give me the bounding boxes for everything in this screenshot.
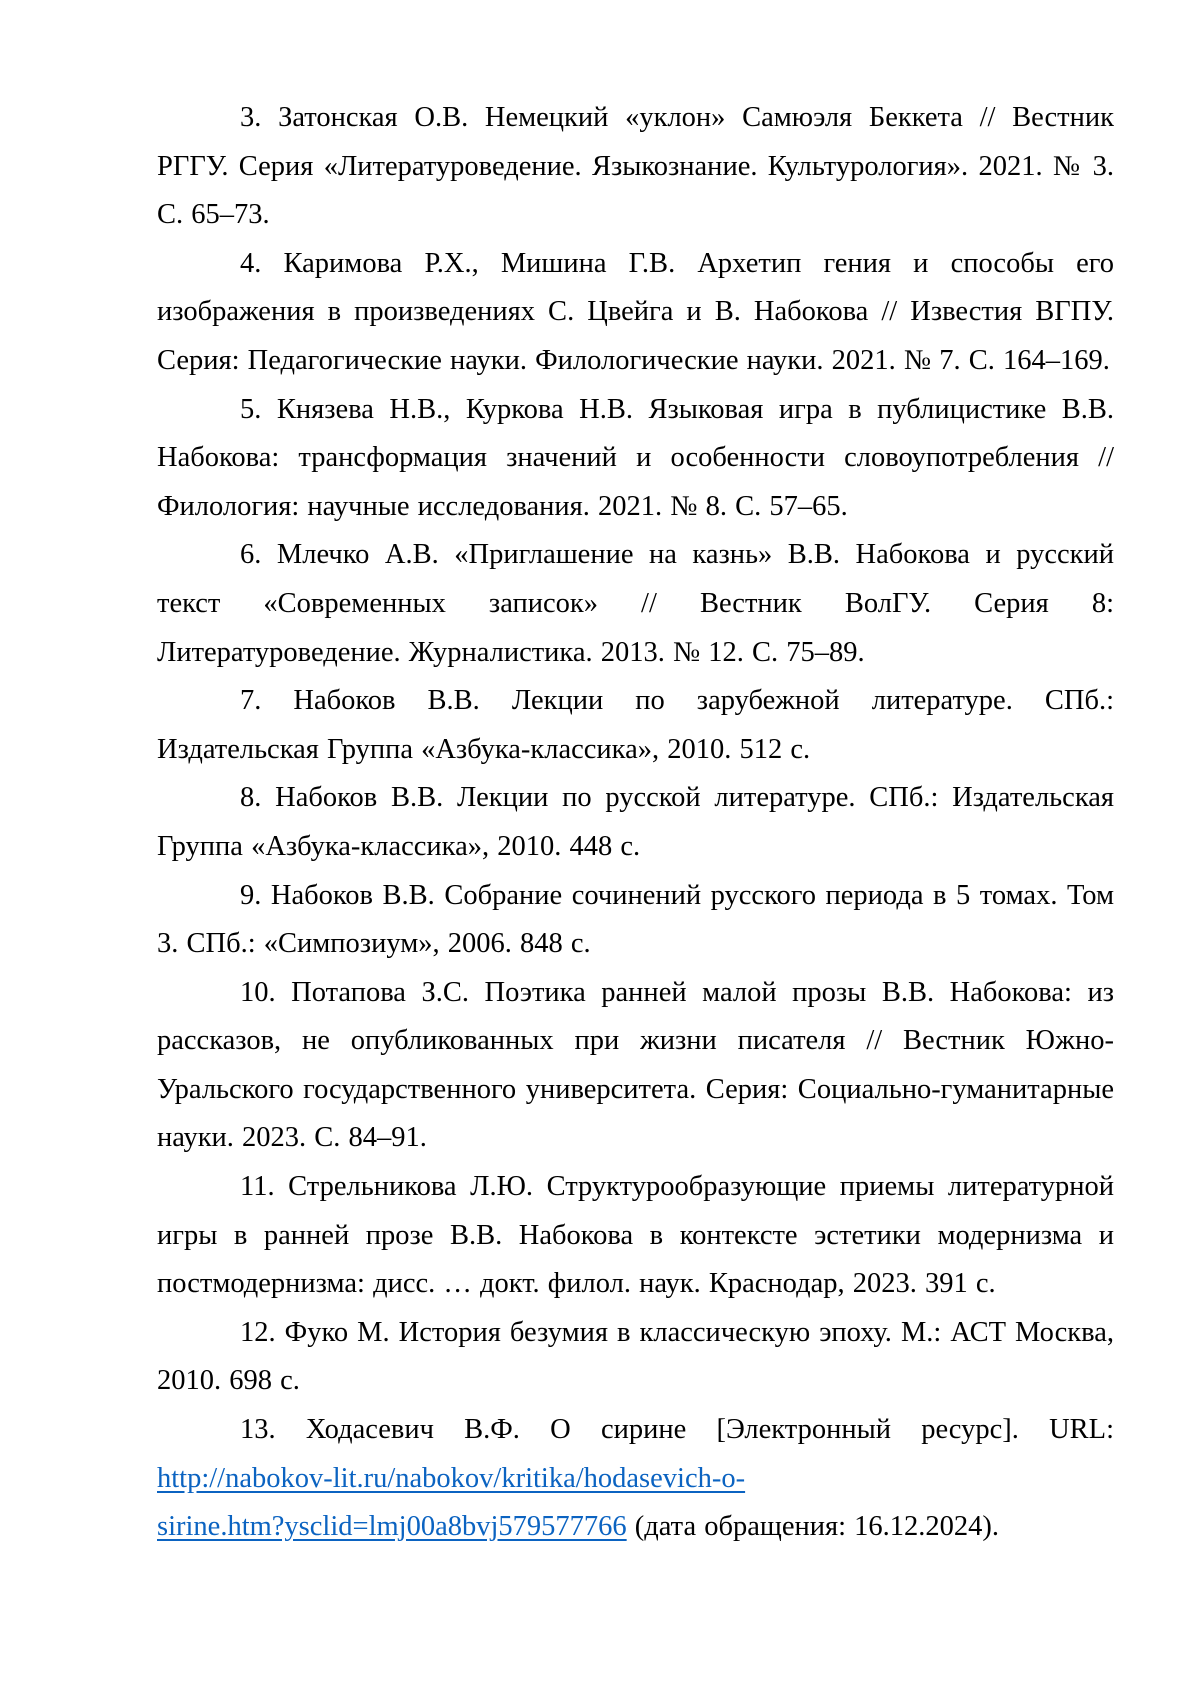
reference-item-6: 6. Млечко А.В. «Приглашение на казнь» В.В. Набокова и русский текст «Современных записок» // Вестник ВолГУ. Серия 8: Литературоведение. Журналистика. 2013. № 12. С. 75–89. bbox=[157, 539, 1114, 668]
reference-item-11: 11. Стрельникова Л.Ю. Структурообразующие приемы литературной игры в ранней прозе В.В. Набокова в контексте эстетики модернизма и постмодернизма: дисс. … докт. филол. наук. Краснодар, 2023. 391 с. bbox=[157, 1171, 1114, 1300]
hyperlink-line-2[interactable]: sirine.htm?ysclid=lmj00a8bvj579577766 bbox=[157, 1511, 627, 1543]
reference-item-7: 7. Набоков В.В. Лекции по зарубежной литературе. СПб.: Издательская Группа «Азбука-классика», 2010. 512 с. bbox=[157, 685, 1114, 765]
reference-item-8: 8. Набоков В.В. Лекции по русской литературе. СПб.: Издательская Группа «Азбука-классика», 2010. 448 с. bbox=[157, 782, 1114, 862]
reference-item-5: 5. Князева Н.В., Куркова Н.В. Языковая игра в публицистике В.В. Набокова: трансформация значений и особенности словоупотребления // Филология: научные исследования. 2021. № 8. С. 57–65. bbox=[157, 393, 1114, 522]
reference-13-access-date: (дата обращения: 16.12.2024). bbox=[634, 1511, 1000, 1543]
reference-item-12: 12. Фуко М. История безумия в классическую эпоху. М.: АСТ Москва, 2010. 698 с. bbox=[157, 1316, 1114, 1397]
reference-item-9: 9. Набоков В.В. Собрание сочинений русского периода в 5 томах. Том 3. СПб.: «Симпозиум», 2006. 848 с. bbox=[157, 879, 1114, 960]
reference-item-3: 3. Затонская О.В. Немецкий «уклон» Самюэля Беккета // Вестник РГГУ. Серия «Литературоведение. Языкознание. Культурология». 2021. № 3. С. 65–73. bbox=[157, 102, 1114, 231]
reference-item-13 bbox=[157, 1406, 1114, 1552]
hyperlink-line-1[interactable]: http://nabokov-lit.ru/nabokov/kritika/hodasevich-o- bbox=[157, 1462, 746, 1494]
reference-item-4: 4. Каримова Р.Х., Мишина Г.В. Архетип гения и способы его изображения в произведениях С. Цвейга и В. Набокова // Известия ВГПУ. Серия: Педагогические науки. Филологические науки. 2021. № 7. С. 164–169. bbox=[157, 247, 1114, 376]
reference-13-text: 13. Ходасевич В.Ф. О сирине [Электронный ресурс]. URL: bbox=[240, 1414, 1114, 1446]
reference-item-10: 10. Потапова З.С. Поэтика ранней малой прозы В.В. Набокова: из рассказов, не опубликованных при жизни писателя // Вестник Южно-Уральского государственного университета. Серия: Социально-гуманитарные науки. 2023. С. 84–91. bbox=[157, 976, 1114, 1154]
